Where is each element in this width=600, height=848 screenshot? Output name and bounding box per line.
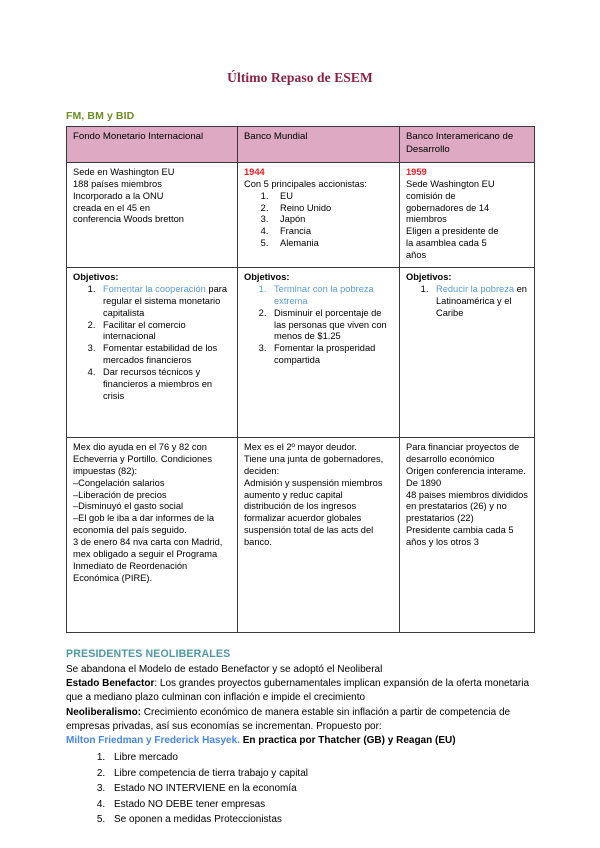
bm-detalle-p7: suspensión total de las acts del banco.	[244, 525, 374, 548]
section-heading-fm-bm-bid: FM, BM y BID	[66, 110, 135, 122]
fmi-detalle-p2: 3 de enero 84 nva carta con Madrid, mex obligado a seguir el Programa Inmediato de Reordenación Económica (PIRE).	[73, 537, 223, 583]
neoliberal-principles-list	[66, 750, 534, 828]
list-item: 3. Estado NO INTERVIENE en la economía	[108, 781, 534, 797]
bm-shareholders-list	[244, 191, 394, 250]
fmi-objetivo-1-link[interactable]: Fomentar la cooperación	[103, 283, 206, 294]
fmi-objetivo-1-rest: para regular el sistema monetario capitalista	[103, 283, 228, 318]
practice-text: En practica por Thatcher (GB) y Reagan (EU)	[239, 734, 456, 746]
table-header-row	[67, 127, 535, 163]
bm-detalle-p6: formalizar acuerdor globales	[244, 513, 362, 524]
lower-paragraph-authors	[66, 734, 534, 748]
benefactor-text: : Los grandes proyectos gubernamentales implican expansión de la oferta monetaria que a mediano plazo culminan con inflación e impide el crecimiento	[66, 678, 530, 704]
bm-objetivos-list	[244, 284, 394, 367]
list-item: 4. Dar recursos técnicos y financieros a miembros en crisis	[98, 367, 232, 403]
bm-detalle-p5: distribución de los ingresos	[244, 501, 357, 512]
bid-basics-line1: Sede Washington EU	[406, 178, 495, 189]
bid-founding-year: 1959	[406, 166, 427, 177]
objetivos-label: Objetivos:	[406, 272, 452, 282]
bid-basics-line7: años	[406, 250, 427, 261]
table-row-objetivos	[67, 268, 535, 438]
cell-fmi-basics	[67, 162, 238, 267]
fmi-detalle-p1: Mex dio ayuda en el 76 y 82 con Echeverria y Portillo. Condiciones impuestas (82):	[73, 442, 212, 476]
neoliberalismo-text: Crecimiento económico de manera estable sin inflación a partir de competencia de empresas privadas, así sus economías se incrementan. Propuesto por:	[66, 706, 511, 732]
cell-fmi-detalles	[67, 438, 238, 633]
cell-fmi-objetivos	[67, 268, 238, 438]
list-item: 2. Facilitar el comercio internacional	[98, 320, 232, 344]
bm-detalle-p1: Mex es el 2º mayor deudor.	[244, 442, 357, 452]
column-header-bid: Banco Interamericano de Desarrollo	[400, 127, 535, 163]
lower-paragraph-neoliberalismo	[66, 706, 534, 734]
benefactor-label: Estado Benefactor	[66, 678, 155, 690]
fmi-detalle-dash3: –Disminuyó el gasto social	[73, 501, 184, 512]
list-item: 5. Se oponen a medidas Proteccionistas	[108, 812, 534, 828]
lower-line-1: Se abandona el Modelo de estado Benefactor y se adoptó el Neoliberal	[66, 664, 383, 676]
lower-section	[66, 633, 534, 828]
lower-section-heading: PRESIDENTES NEOLIBERALES	[66, 648, 231, 660]
bm-objetivo-1-link[interactable]: Terminar con la pobreza extrema	[274, 283, 374, 306]
table-row-detalles	[67, 438, 535, 633]
column-header-fmi: Fondo Monetario Internacional	[67, 127, 238, 163]
bid-objetivo-1-rest: en Latinoamérica y el Caribe	[436, 283, 527, 318]
fmi-detalle-dash4: –El gob le iba a dar informes de la economía del país seguido.	[73, 513, 215, 536]
cell-bid-detalles	[400, 438, 535, 633]
bm-detalle-p3: Admisión y suspensión miembros	[244, 477, 383, 488]
list-item: 3. Japón	[271, 214, 394, 226]
list-item	[98, 284, 232, 320]
list-item: 5. Alemania	[271, 238, 394, 250]
list-item: 2. Disminuir el porcentaje de las personas que viven con menos de $1.25	[269, 308, 394, 344]
bid-basics-line5: Eligen a presidente de	[406, 226, 499, 237]
bid-basics-line2: comisión de	[406, 190, 456, 201]
list-item[interactable]	[269, 284, 394, 308]
fmi-basics-line1: Sede en Washington EU	[73, 166, 175, 177]
lower-paragraph-benefactor	[66, 677, 534, 705]
list-item: 3. Fomentar estabilidad de los mercados financieros	[98, 343, 232, 367]
bid-detalle-p3: 48 paises miembros divididos en prestatarios (26) y no prestatarios (22)	[406, 489, 528, 524]
fmi-objetivos-list	[73, 284, 232, 403]
list-item: 2. Reino Unido	[271, 203, 394, 215]
bm-detalle-p2: Tiene una junta de gobernadores, deciden:	[244, 453, 384, 476]
objetivos-label: Objetivos:	[244, 272, 290, 282]
fmi-detalle-dash1: –Congelación salarios	[73, 477, 165, 488]
fmi-detalle-dash2: –Liberación de precios	[73, 489, 167, 500]
bid-detalle-p1: Para financiar proyectos de desarrollo económico	[406, 442, 520, 464]
neoliberalismo-label: Neoliberalismo:	[66, 706, 142, 718]
bid-objetivos-list	[406, 284, 529, 320]
list-item: 4. Francia	[271, 226, 394, 238]
list-item: 1. EU	[271, 191, 394, 203]
column-header-bm: Banco Mundial	[238, 127, 400, 163]
bm-shareholders-intro: Con 5 principales accionistas:	[244, 178, 367, 189]
comparison-table	[66, 126, 535, 633]
bm-detalle-p4: aumento y reduc capital	[244, 489, 343, 500]
fmi-basics-line4: creada en el 45 en	[73, 202, 151, 213]
objetivos-label: Objetivos:	[73, 272, 119, 282]
bid-basics-line3: gobernadores de 14	[406, 202, 490, 213]
list-item: 4. Estado NO DEBE tener empresas	[108, 797, 534, 813]
bid-detalle-p4: Presidente cambia cada 5 años y los otros 3	[406, 525, 514, 548]
list-item: 3. Fomentar la prosperidad compartida	[269, 343, 394, 367]
cell-bm-objetivos	[238, 268, 400, 438]
bid-basics-line6: la asamblea cada 5	[406, 238, 487, 249]
cell-bid-basics	[400, 162, 535, 267]
cell-bid-objetivos	[400, 268, 535, 438]
cell-bm-basics	[238, 162, 400, 267]
bm-founding-year: 1944	[244, 166, 265, 177]
fmi-basics-line5: conferencia Woods bretton	[73, 214, 184, 225]
bid-objetivo-1-link[interactable]: Reducir la pobreza	[436, 283, 515, 294]
bid-basics-line4: miembros	[406, 214, 447, 225]
authors-link[interactable]: Milton Friedman y Frederick Hasyek.	[66, 734, 240, 746]
list-item	[431, 284, 529, 320]
cell-bm-detalles	[238, 438, 400, 633]
list-item: 1. Libre mercado	[108, 750, 534, 766]
bid-detalle-p2: Origen conferencia interame. De 1890	[406, 465, 526, 488]
list-item: 2. Libre competencia de tierra trabajo y capital	[108, 766, 534, 782]
table-row-basics	[67, 162, 535, 267]
page-title: Último Repaso de ESEM	[227, 70, 373, 85]
fmi-basics-line2: 188 países miembros	[73, 178, 162, 189]
fmi-basics-line3: Incorporado a la ONU	[73, 190, 164, 201]
